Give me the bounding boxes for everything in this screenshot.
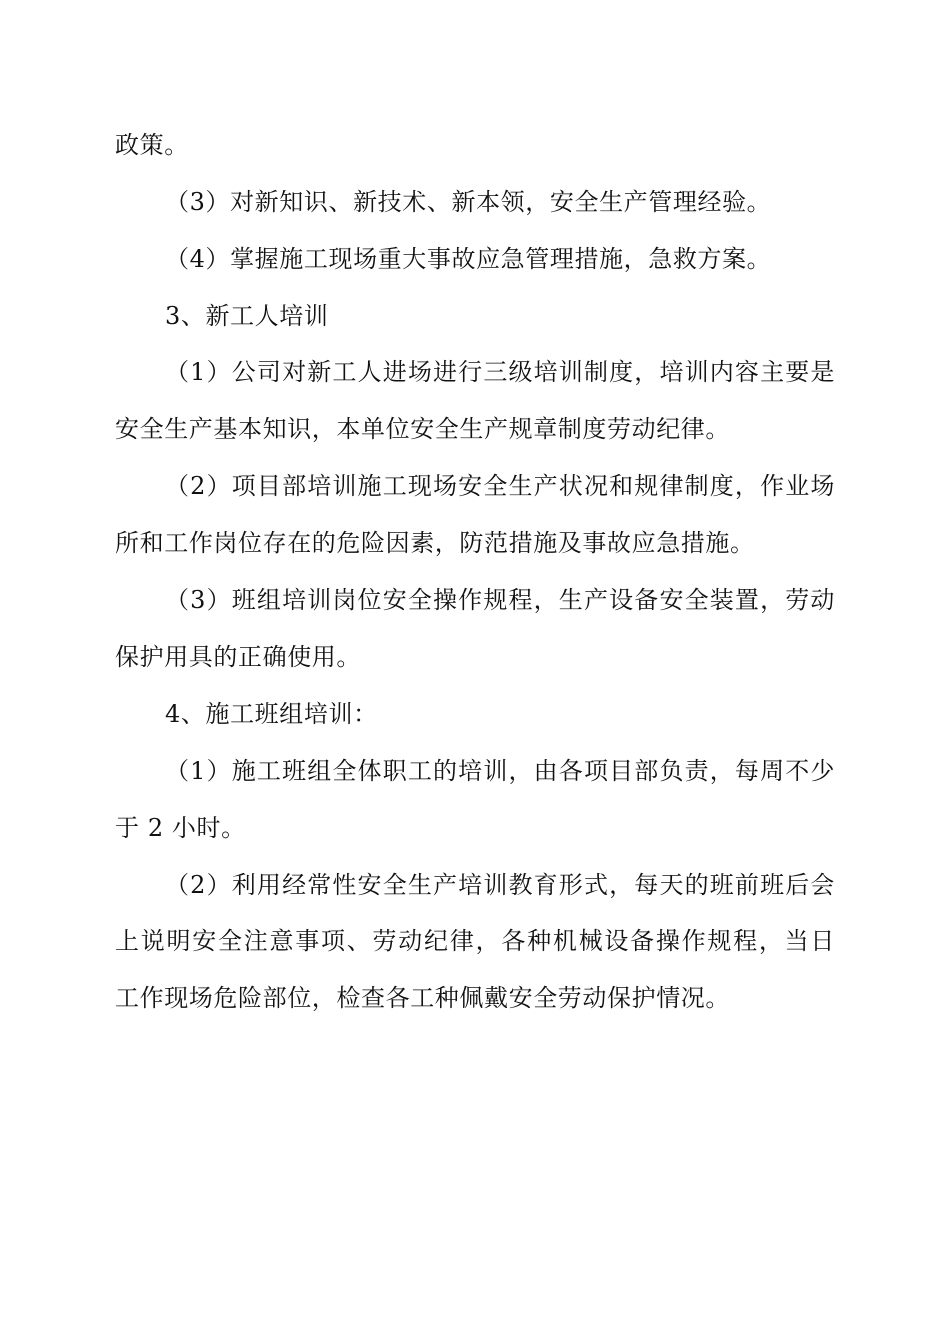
paragraph-line: 所和工作岗位存在的危险因素，防范措施及事故应急措施。 bbox=[115, 529, 755, 557]
paragraph-line: （4）掌握施工现场重大事故应急管理措施，急救方案。 bbox=[165, 245, 772, 273]
paragraph-line: 安全生产基本知识，本单位安全生产规章制度劳动纪律。 bbox=[115, 415, 730, 443]
paragraph-line: 政策。 bbox=[115, 131, 189, 159]
section-heading: 4、施工班组培训： bbox=[165, 700, 378, 728]
paragraph-line: （3）对新知识、新技术、新本领，安全生产管理经验。 bbox=[165, 188, 772, 216]
section-heading: 3、新工人培训 bbox=[165, 302, 329, 330]
paragraph-line: （1）公司对新工人进场进行三级培训制度，培训内容主要是 bbox=[165, 358, 835, 386]
paragraph-line: 保护用具的正确使用。 bbox=[115, 643, 361, 671]
paragraph-line: （2）项目部培训施工现场安全生产状况和规律制度，作业场 bbox=[165, 472, 835, 500]
paragraph-line: （2）利用经常性安全生产培训教育形式，每天的班前班后会 bbox=[165, 871, 835, 899]
paragraph-line: 上说明安全注意事项、劳动纪律，各种机械设备操作规程，当日 bbox=[115, 927, 835, 955]
paragraph-line: （3）班组培训岗位安全操作规程，生产设备安全装置，劳动 bbox=[165, 586, 835, 614]
paragraph-line: 于 2 小时。 bbox=[115, 814, 246, 842]
paragraph-line: 工作现场危险部位，检查各工种佩戴安全劳动保护情况。 bbox=[115, 984, 730, 1012]
paragraph-line: （1）施工班组全体职工的培训，由各项目部负责，每周不少 bbox=[165, 757, 835, 785]
